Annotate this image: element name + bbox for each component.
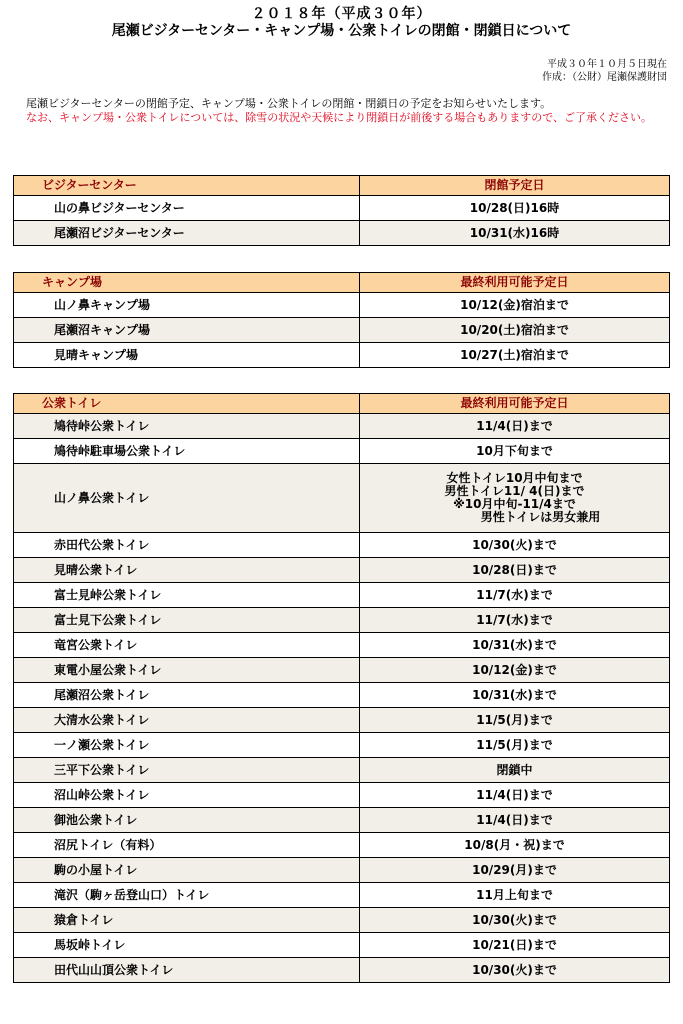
facility-name: 一ノ瀬公衆トイレ [14,733,360,758]
last-available-date: 10月下旬まで [360,439,670,464]
column-header-facility: 公衆トイレ [14,394,360,414]
facility-name: 赤田代公衆トイレ [14,533,360,558]
last-available-date: 10/21(日)まで [360,933,670,958]
facility-name: 東電小屋公衆トイレ [14,658,360,683]
closing-date: 10/31(水)16時 [360,221,670,246]
facility-name: 鳩待峠駐車場公衆トイレ [14,439,360,464]
last-available-date: 11/7(水)まで [360,583,670,608]
table-row [14,343,670,368]
facility-name: 沼山峠公衆トイレ [14,783,360,808]
table-header-row [14,176,670,196]
table-row [14,733,670,758]
facility-name: 大清水公衆トイレ [14,708,360,733]
facility-name: 駒の小屋トイレ [14,858,360,883]
document-title: 尾瀬ビジターセンター・キャンプ場・公衆トイレの閉館・閉鎖日について [111,23,572,39]
schedule-line: 男性トイレ11/ 4(日)まで [444,484,585,498]
last-available-date: 11/7(水)まで [360,608,670,633]
facility-name: 見晴キャンプ場 [14,343,360,368]
table-row [14,833,670,858]
facility-name: 富士見下公衆トイレ [14,608,360,633]
last-available-date: 10/30(火)まで [360,908,670,933]
facility-name: 馬坂峠トイレ [14,933,360,958]
as-of-date: 平成３０年１０月５日現在 [547,59,667,70]
facility-name: 三平下公衆トイレ [14,758,360,783]
visitor-center-table [13,175,670,246]
last-available-date: 10/27(土)宿泊まで [360,343,670,368]
table-row [14,633,670,658]
table-row [14,958,670,983]
last-available-date: 10/30(火)まで [360,958,670,983]
document-meta [542,58,667,84]
table-row [14,758,670,783]
table-header-row [14,273,670,293]
facility-name: 尾瀬沼ビジターセンター [14,221,360,246]
table-row [14,318,670,343]
document-title-year: ２０１８年（平成３０年） [251,6,432,22]
facility-name: 見晴公衆トイレ [14,558,360,583]
last-available-date: 11/4(日)まで [360,783,670,808]
campground-table [13,272,670,368]
facility-name: 滝沢（駒ヶ岳登山口）トイレ [14,883,360,908]
column-header-date: 最終利用可能予定日 [360,394,670,414]
column-header-facility: キャンプ場 [14,273,360,293]
last-available-date: 10/28(日)まで [360,558,670,583]
author: 作成：（公財）尾瀬保護財団 [542,72,667,83]
intro-text [14,97,666,125]
last-available-date: 11月上旬まで [360,883,670,908]
table-row [14,858,670,883]
last-available-date: 10/31(水)まで [360,633,670,658]
last-available-date: 11/5(月)まで [360,733,670,758]
facility-name: 猿倉トイレ [14,908,360,933]
schedule-line: 女性トイレ10月中旬まで [446,471,583,485]
last-available-date: 11/5(月)まで [360,708,670,733]
table-row [14,533,670,558]
last-available-date: 10/29(月)まで [360,858,670,883]
table-row [14,883,670,908]
table-row [14,414,670,439]
table-row [14,221,670,246]
table-row [14,908,670,933]
intro-paragraph-notice: 尾瀬ビジターセンターの閉館予定、キャンプ場・公衆トイレの閉館・閉鎖日の予定をお知らせいたします。 [26,97,552,110]
table-row [14,658,670,683]
table-header-row [14,394,670,414]
table-row [14,439,670,464]
toilet-table [13,393,670,983]
table-row [14,683,670,708]
table-row [14,708,670,733]
facility-name: 沼尻トイレ（有料） [14,833,360,858]
last-available-date: 10/12(金)まで [360,658,670,683]
table-row [14,293,670,318]
last-available-date: 10/31(水)まで [360,683,670,708]
last-available-date: 10/30(火)まで [360,533,670,558]
last-available-date: 10/20(土)宿泊まで [360,318,670,343]
facility-name: 竜宮公衆トイレ [14,633,360,658]
column-header-facility: ビジターセンター [14,176,360,196]
schedule-line: ※10月中旬-11/4まで [453,497,576,511]
table-row [14,608,670,633]
facility-name: 尾瀬沼公衆トイレ [14,683,360,708]
facility-name: 御池公衆トイレ [14,808,360,833]
table-row [14,558,670,583]
facility-name: 山ノ鼻公衆トイレ [14,464,360,533]
last-available-date: 10/12(金)宿泊まで [360,293,670,318]
last-available-date: 閉鎖中 [360,758,670,783]
table-row [14,196,670,221]
closing-date: 10/28(日)16時 [360,196,670,221]
last-available-date [360,464,670,533]
facility-name: 田代山山頂公衆トイレ [14,958,360,983]
last-available-date: 11/4(日)まで [360,808,670,833]
table-row [14,933,670,958]
last-available-date: 10/8(月・祝)まで [360,833,670,858]
intro-paragraph-caution: なお、キャンプ場・公衆トイレについては、除雪の状況や天候により閉鎖日が前後する場合もありますので、ご了承ください。 [26,111,653,124]
facility-name: 山の鼻ビジターセンター [14,196,360,221]
table-row [14,808,670,833]
table-row [14,783,670,808]
facility-name: 尾瀬沼キャンプ場 [14,318,360,343]
last-available-date: 11/4(日)まで [360,414,670,439]
table-row [14,464,670,533]
column-header-date: 閉館予定日 [360,176,670,196]
facility-name: 富士見峠公衆トイレ [14,583,360,608]
facility-name: 鳩待峠公衆トイレ [14,414,360,439]
schedule-line: 男性トイレは男女兼用 [480,510,601,524]
facility-name: 山ノ鼻キャンプ場 [14,293,360,318]
column-header-date: 最終利用可能予定日 [360,273,670,293]
table-row [14,583,670,608]
